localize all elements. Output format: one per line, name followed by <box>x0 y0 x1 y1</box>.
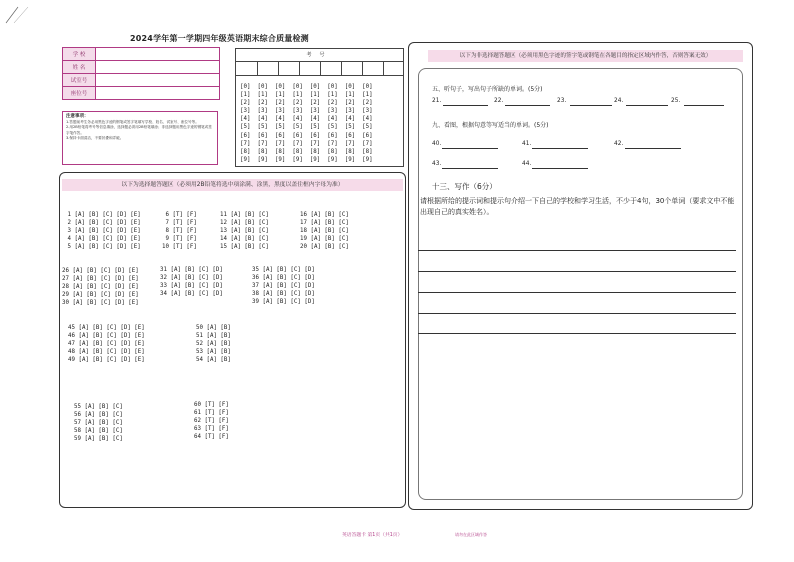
room-field[interactable] <box>96 74 220 87</box>
writing-line[interactable] <box>418 271 736 272</box>
info-label-seat: 座位号 <box>63 87 96 100</box>
group-50[interactable]: 50 [A] [B] 51 [A] [B] 52 [A] [B] 53 [A] [B] 54 [A] [B] <box>196 325 231 364</box>
writing-line[interactable] <box>418 292 736 293</box>
writing-line[interactable] <box>418 250 736 251</box>
q21-label: 21. <box>432 98 442 104</box>
info-label-name: 姓 名 <box>63 61 96 74</box>
page-title: 2024学年第一学期四年级英语期末综合质量检测 <box>130 34 309 43</box>
group-60[interactable]: 60 [T] [F] 61 [T] [F] 62 [T] [F] 63 [T] [F] 64 [T] [F] <box>194 402 229 441</box>
notes-line: 3.保持卡面清洁，不要折叠和弄破。 <box>66 136 124 141</box>
info-label-room: 试室号 <box>63 74 96 87</box>
footer-note: 请勿在此区域作答 <box>455 532 487 537</box>
q43-label: 43. <box>432 161 442 167</box>
footer-page: 英语答题卡 第1页（共1页） <box>342 533 403 538</box>
part13-title: 十三、写作（6分） <box>432 182 497 191</box>
seat-field[interactable] <box>96 87 220 100</box>
school-field[interactable] <box>96 48 220 61</box>
q21-blank[interactable] <box>443 105 488 106</box>
notes-line: 2.用2B铅笔将考号等信息填涂，选择题必须用2B铅笔填涂；非选择题用黑色字迹的钢笔或签字笔作答。 <box>66 125 212 135</box>
writing-line[interactable] <box>418 333 736 334</box>
info-label-school: 学 校 <box>63 48 96 61</box>
exam-number-block <box>235 48 404 167</box>
exam-number-box-divider <box>362 61 363 75</box>
exam-number-header: 考号 <box>236 49 403 62</box>
q41-label: 41. <box>522 141 532 147</box>
part9-title: 九、看图，根据句意等写适当的单词。(5分) <box>432 122 549 129</box>
notes-box <box>62 111 218 165</box>
group-26[interactable]: 26 [A] [B] [C] [D] [E] 27 [A] [B] [C] [D] [E] 28 [A] [B] [C] [D] [E] 29 [A] [B] [C] [D] [E] 30 [A] [B] [C] [D] [E] <box>62 268 139 307</box>
q41-blank[interactable] <box>532 148 588 149</box>
name-field[interactable] <box>96 61 220 74</box>
q24-label: 24. <box>614 98 624 104</box>
corner-mark <box>4 6 32 24</box>
q42-blank[interactable] <box>625 148 681 149</box>
exam-number-box-divider <box>383 61 384 75</box>
q43-blank[interactable] <box>442 168 498 169</box>
exam-number-box-divider <box>341 61 342 75</box>
q22-label: 22. <box>494 98 504 104</box>
group-55[interactable]: 55 [A] [B] [C] 56 [A] [B] [C] 57 [A] [B] [C] 58 [A] [B] [C] 59 [A] [B] [C] <box>74 404 123 443</box>
group-1[interactable]: 1 [A] [B] [C] [D] [E] 2 [A] [B] [C] [D] [E] 3 [A] [B] [C] [D] [E] 4 [A] [B] [C] [D] [E] 5 [A] [B] [C] [D] [E] <box>67 212 141 251</box>
q24-blank[interactable] <box>626 105 668 106</box>
group-11[interactable]: 11 [A] [B] [C] 12 [A] [B] [C] 13 [A] [B] [C] 14 [A] [B] [C] 15 [A] [B] [C] <box>220 212 269 251</box>
group-31[interactable]: 31 [A] [B] [C] [D] 32 [A] [B] [C] [D] 33 [A] [B] [C] [D] 34 [A] [B] [C] [D] <box>160 267 223 298</box>
q44-blank[interactable] <box>532 168 588 169</box>
q42-label: 42. <box>614 141 624 147</box>
writing-line[interactable] <box>418 313 736 314</box>
notes-title: 注意事项： <box>66 114 89 119</box>
exam-number-box-divider <box>278 61 279 75</box>
group-16[interactable]: 16 [A] [B] [C] 17 [A] [B] [C] 18 [A] [B] [C] 19 [A] [B] [C] 20 [A] [B] [C] <box>300 212 349 251</box>
q23-blank[interactable] <box>570 105 612 106</box>
q40-label: 40. <box>432 141 442 147</box>
written-section-header: 以下为非选择题答题区（必须用黑色字迹的签字笔或钢笔在各题目的指定区域内作答，否则答案无效） <box>428 50 743 62</box>
student-info-table <box>62 47 220 100</box>
q40-blank[interactable] <box>442 148 498 149</box>
q44-label: 44. <box>522 161 532 167</box>
written-inner-frame <box>418 68 743 500</box>
notes-line: 1.答题前考生务必用黑色字迹的钢笔或签字笔填写学校、姓名、试室号、座位号等。 <box>66 119 199 124</box>
q25-blank[interactable] <box>684 105 724 106</box>
group-6[interactable]: 6 [T] [F] 7 [T] [F] 8 [T] [F] 9 [T] [F] 10 [T] [F] <box>162 212 197 251</box>
exam-number-box-divider <box>320 61 321 75</box>
choice-section-header: 以下为选择题答题区（必须用2B铅笔将选中项涂满、涂黑，黑度以盖住框内字母为准） <box>62 179 403 191</box>
exam-number-box-divider <box>257 61 258 75</box>
q23-label: 23. <box>557 98 567 104</box>
exam-number-digits[interactable]: [0] [0] [0] [0] [0] [0] [0] [0] [1] [1] [1] [1] [1] [1] [1] [1] [2] [2] [2] [2] [2] [2] [2] [2] [3] [3] [3] [3] [3] [3] [3] [3] [4] [4] [4] [4] [4] [4] [4] [4] [5] [5] [5] [5] [5] [5] [5] [5] [6] [6] [6] [6] [6] [6] [6] [6] [7] [7] [7] [7] [7] [7] [7] [7] [8] [8] [8] [8] [8] [8] [8] [8] [9] [9] [9] [9] [9] [9] [9] [9] <box>240 84 373 163</box>
group-35[interactable]: 35 [A] [B] [C] [D] 36 [A] [B] [C] [D] 37 [A] [B] [C] [D] 38 [A] [B] [C] [D] 39 [A] [B] [C] [D] <box>252 267 315 306</box>
group-45[interactable]: 45 [A] [B] [C] [D] [E] 46 [A] [B] [C] [D] [E] 47 [A] [B] [C] [D] [E] 48 [A] [B] [C] [D] [E] 49 [A] [B] [C] [D] [E] <box>68 325 145 364</box>
q25-label: 25. <box>671 98 681 104</box>
exam-number-box-divider <box>299 61 300 75</box>
exam-number-boxes[interactable] <box>236 61 403 76</box>
part5-title: 五、听句子，写出句子所缺的单词。(5分) <box>432 86 543 93</box>
q22-blank[interactable] <box>505 105 550 106</box>
part13-prompt: 请根据所给的提示词和提示句介绍一下自己的学校和学习生活，不少于4句，30个单词（要求文中不能出现自己的真实姓名）。 <box>420 197 735 216</box>
